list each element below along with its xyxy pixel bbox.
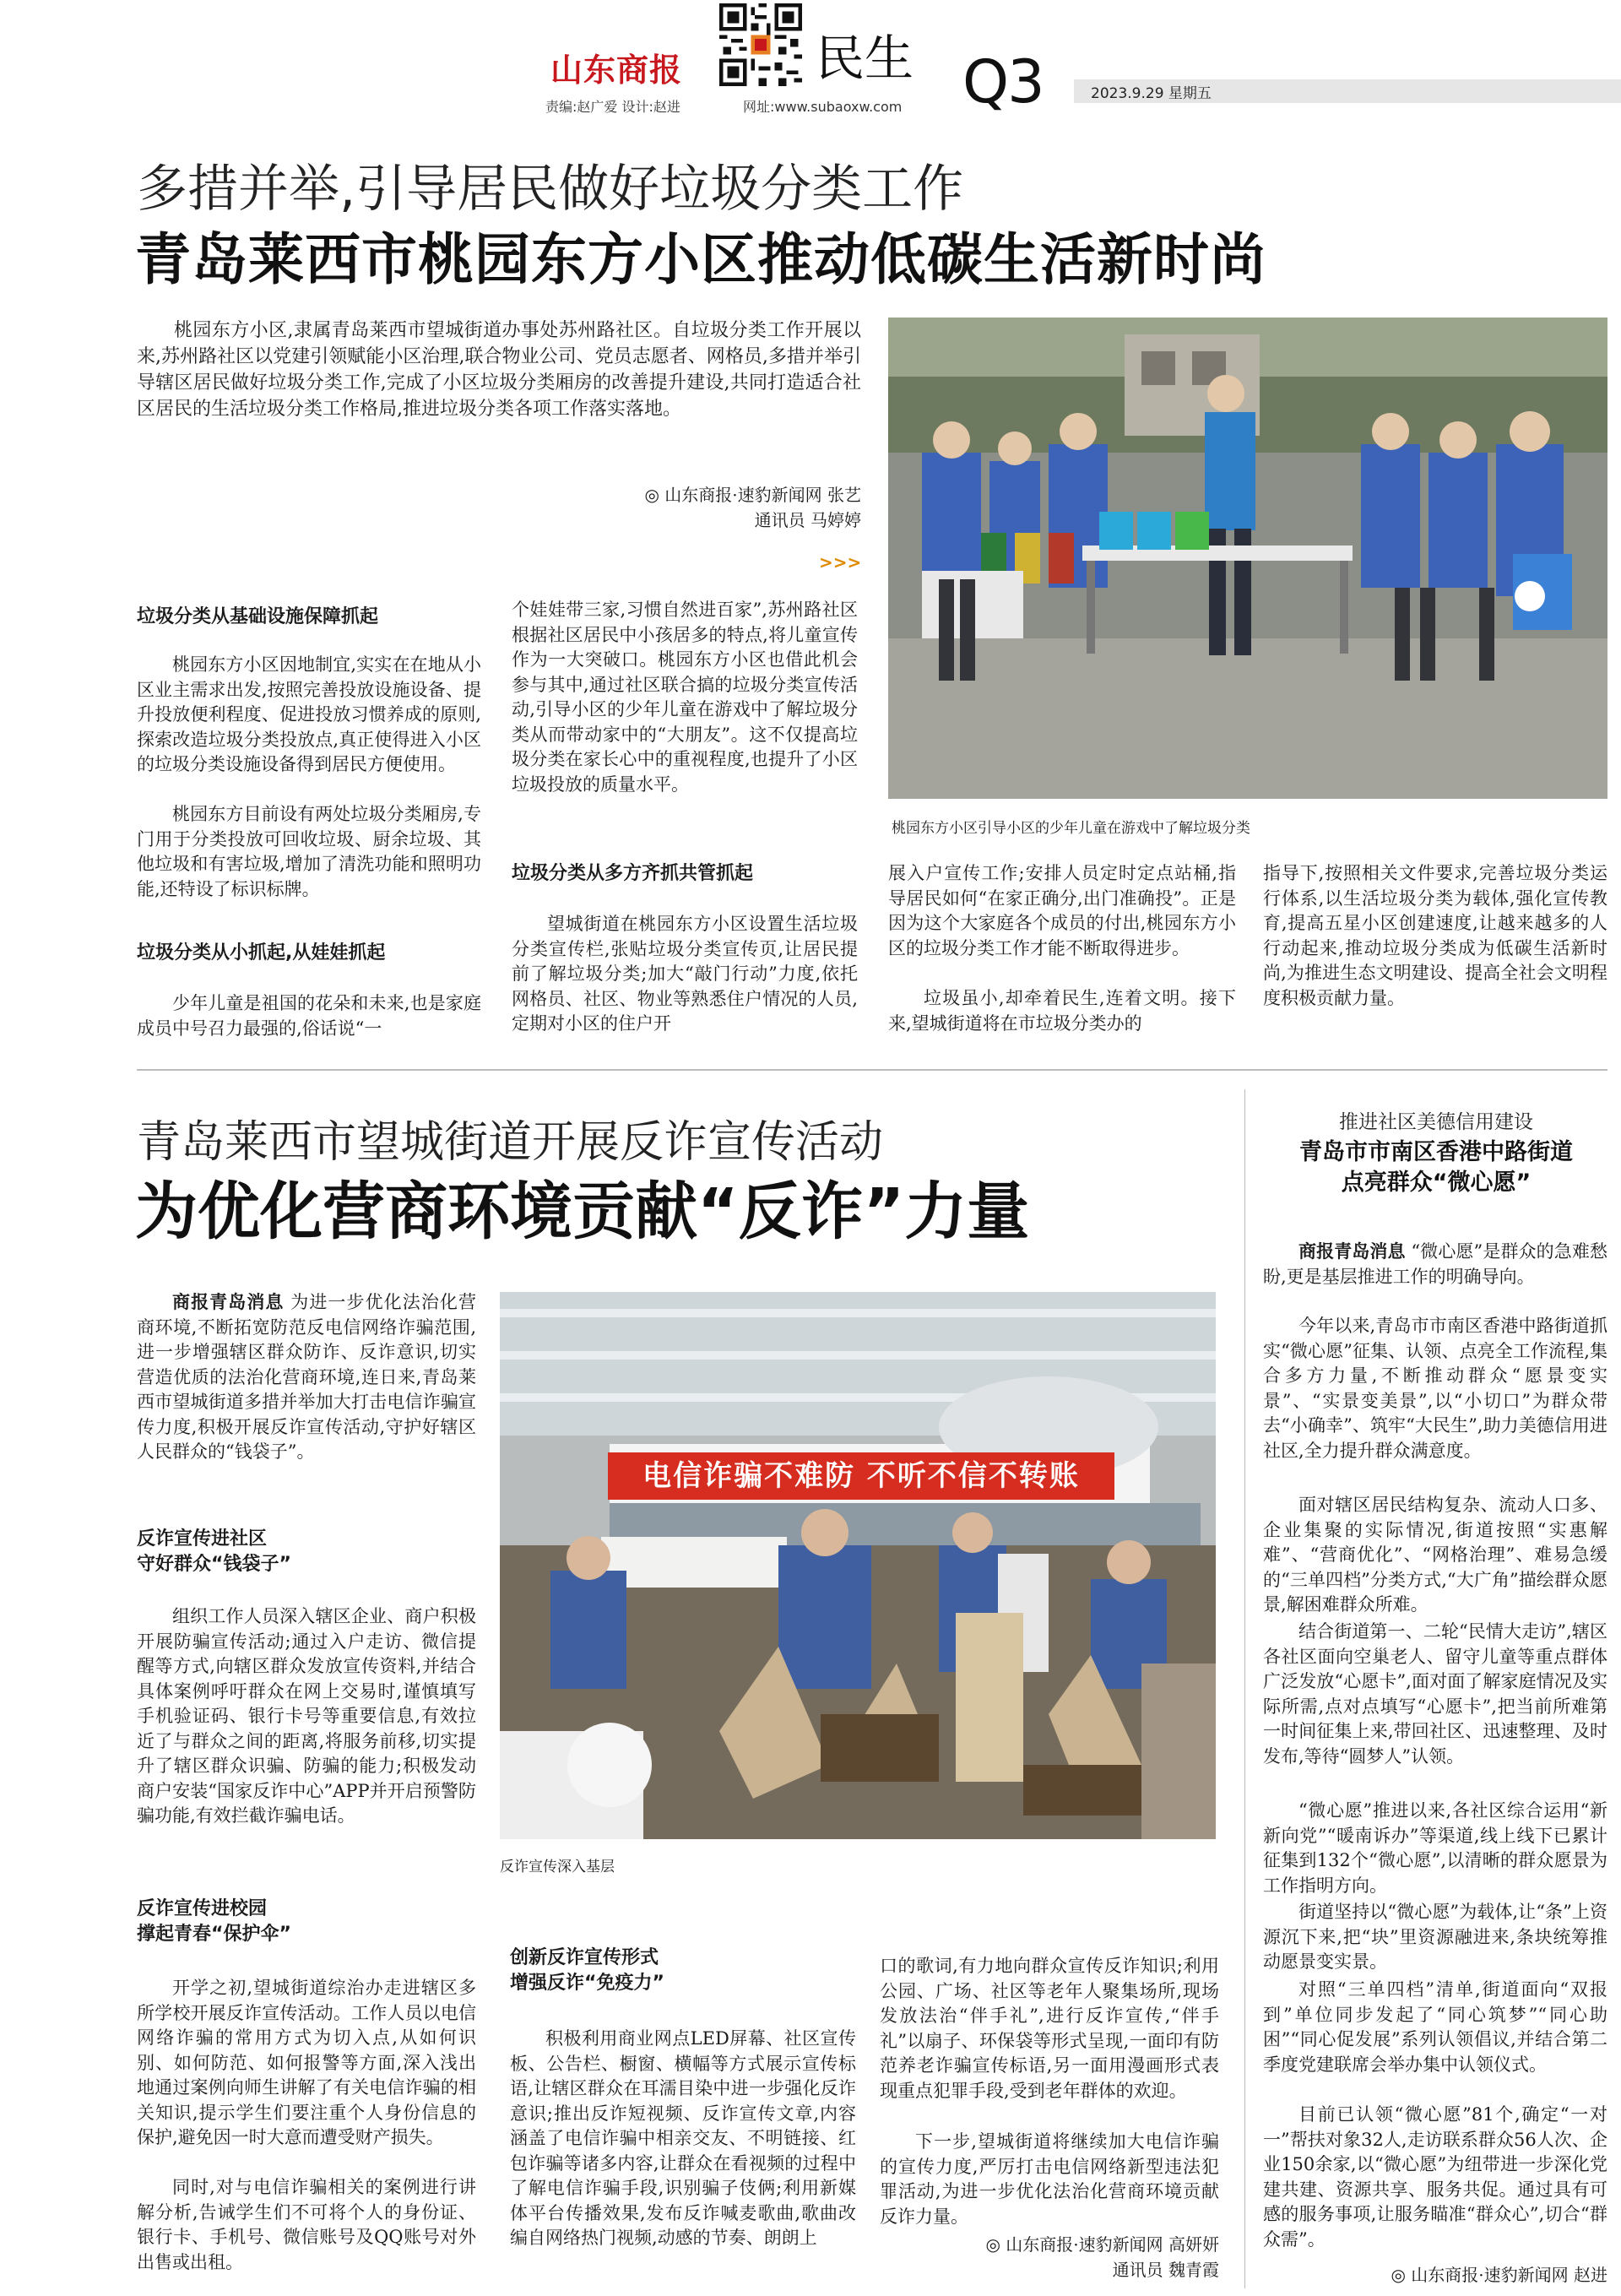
article2-subhead-2b: 撑起青春“保护伞”: [137, 1924, 291, 1945]
article3-para-1-text: “微心愿”是群众的急难愁盼,更是基层推进工作的明确导向。: [1263, 1241, 1607, 1287]
article1-kicker: 多措并举,引导居民做好垃圾分类工作: [137, 160, 964, 219]
article3-para-5: “微心愿”推进以来,各社区综合运用“新新向党”“暖南诉办”等渠道,线上线下已累计征集到132个“微心愿”,以清晰的群众愿景为工作指明方向。: [1263, 1800, 1607, 1896]
article1-para-7: 垃圾虽小,却牵着民生,连着文明。接下来,望城街道将在市垃圾分类办的: [888, 988, 1236, 1034]
issue-date: 2023.9.29 星期五: [1091, 85, 1212, 102]
article1-para-5: 望城街道在桃园东方小区设置生活垃圾分类宣传栏,张贴垃圾分类宣传页,让居民提前了解垃圾分类;加大“敲门行动”力度,依托网格员、社区、物业等熟悉住户情况的人员,定期对小区的住户开: [512, 914, 858, 1034]
article1-headline: 青岛莱西市桃园东方小区推动低碳生活新时尚: [135, 227, 1266, 292]
article1-subhead-3: 垃圾分类从多方齐抓共管抓起: [512, 863, 754, 884]
article2-photo-caption: 反诈宣传深入基层: [500, 1859, 615, 1875]
article2-para-4: 同时,对与电信诈骗相关的案例进行讲解分析,告诫学生们不可将个人的身份证、银行卡、手机号、微信账号及QQ账号对外出售或出租。: [137, 2177, 476, 2272]
article2-lead-label: 商报青岛消息: [172, 1292, 285, 1312]
article1-intro: 桃园东方小区,隶属青岛莱西市望城街道办事处苏州路社区。自垃圾分类工作开展以来,苏州路社区以党建引领赋能小区治理,联合物业公司、党员志愿者、网格员,多措并举引导辖区居民做好垃圾分类工作,完成了小区垃圾分类厢房的改善提升建设,共同打造适合社区居民的生活垃圾分类工作格局,推进垃圾分类各项工作落实落地。: [137, 320, 861, 420]
article1-para-3: 少年儿童是祖国的花朵和未来,也是家庭成员中号召力最强的,俗话说“一: [137, 993, 481, 1039]
article1-para-4: 个娃娃带三家,习惯自然进百家”,苏州路社区根据社区居民中小孩居多的特点,将儿童宣传作为一大突破口。桃园东方小区也借此机会参与其中,通过社区联合搞的垃圾分类宣传活动,引导小区的少年儿童在游戏中了解垃圾分类从而带动家中的“大朋友”。这不仅提高垃圾分类在家长心中的重视程度,也提升了小区垃圾投放的质量水平。: [512, 600, 858, 795]
article2-kicker: 青岛莱西市望城街道开展反诈宣传活动: [137, 1117, 884, 1168]
article2-para-5: 积极利用商业网点LED屏幕、社区宣传板、公告栏、橱窗、横幅等方式展示宣传标语,让辖区群众在耳濡目染中进一步强化反诈意识;推出反诈短视频、反诈宣传文章,内容涵盖了电信诈骗中相亲交友、不明链接、红包诈骗等诸多内容,让群众在看视频的过程中了解电信诈骗手段,识别骗子伎俩;利用新媒体平台传播效果,发布反诈喊麦歌曲,歌曲改编自网络热门视频,动感的节奏、朗朗上: [510, 2028, 856, 2248]
qr-code-icon: [719, 3, 802, 86]
article2-headline: 为优化营商环境贡献“反诈”力量: [135, 1175, 1030, 1248]
article3-para-1: [1263, 1240, 1607, 1289]
article1-para-1: 桃园东方小区因地制宜,实实在在地从小区业主需求出发,按照完善投放设施设备、提升投放便利程度、促进投放习惯养成的原则,探索改造垃圾分类投放点,真正使得进入小区的垃圾分类设施设备得到居民方便使用。: [137, 654, 481, 774]
article3-para-7: 对照“三单四档”清单,街道面向“双报到”单位同步发起了“同心筑梦”“同心助困”“同心促发展”系列认领倡议,并结合第二季度党建联席会举办集中认领仪式。: [1263, 1979, 1607, 2075]
article3-headline-line2: 点亮群众“微心愿”: [1341, 1170, 1532, 1196]
article2-para-1: [137, 1290, 476, 1465]
article1-byline-correspondent: 通讯员 马婷婷: [754, 510, 861, 530]
article3-lead-label: 商报青岛消息: [1298, 1241, 1406, 1262]
article3-para-8: 目前已认领“微心愿”81个,确定“一对一”帮扶对象32人,走访联系群众56人次、企业150余家,以“微心愿”为纽带进一步深化党建共建、资源共享、服务共促。通过具有可感的服务事项,让服务瞄准“群众心”,切合“群众需”。: [1263, 2104, 1607, 2250]
article2-para-7: 下一步,望城街道将继续加大电信诈骗的宣传力度,严厉打击电信网络新型违法犯罪活动,为进一步优化法治化营商环境贡献反诈力量。: [880, 2131, 1219, 2227]
article2-para-2: 组织工作人员深入辖区企业、商户积极开展防骗宣传活动;通过入户走访、微信提醒等方式,向辖区群众发放宣传资料,并结合具体案例呼吁群众在网上交易时,谨慎填写手机验证码、银行卡号等重要信息,有效拉近了与群众之间的距离,将服务前移,切实提升了辖区群众识骗、防骗的能力;积极发动商户安装“国家反诈中心”APP并开启预警防骗功能,有效拦截诈骗电话。: [137, 1606, 476, 1826]
section-divider: [137, 1069, 1607, 1071]
article1-byline-reporter: ◎ 山东商报·速豹新闻网 张艺: [644, 485, 861, 505]
article3-para-6: 街道坚持以“微心愿”为载体,让“条”上资源沉下来,把“块”里资源融进来,条块统筹推动愿景变实景。: [1263, 1902, 1607, 1972]
article1-photo-caption: 桃园东方小区引导小区的少年儿童在游戏中了解垃圾分类: [892, 820, 1250, 837]
article3-kicker: 推进社区美德信用建设: [1339, 1111, 1533, 1133]
section-name: 民生: [816, 30, 914, 87]
article2-subhead-1b: 守好群众“钱袋子”: [137, 1554, 291, 1575]
article3-para-2: 今年以来,青岛市市南区香港中路街道抓实“微心愿”征集、认领、点亮全工作流程,集合多方力量,不断推动群众“愿景变实景”、“实景变美景”,以“小切口”为群众带去“小确幸”、筑牢“大民生”,助力美德信用进社区,全力提升群众满意度。: [1263, 1316, 1607, 1461]
article2-subhead-3a: 创新反诈宣传形式: [510, 1947, 659, 1968]
article2-para-3: 开学之初,望城街道综治办走进辖区多所学校开展反诈宣传活动。工作人员以电信网络诈骗的常用方式为切入点,从如何识别、如何防范、如何报警等方面,深入浅出地通过案例向师生讲解了有关电信诈骗的相关知识,提示学生们要注重个人身份信息的保护,避免因一时大意而遭受财产损失。: [137, 1978, 476, 2147]
article1-subhead-1: 垃圾分类从基础设施保障抓起: [137, 606, 379, 627]
article3-para-4: 结合街道第一、二轮“民情大走访”,辖区各社区面向空巢老人、留守儿童等重点群体广泛发放“心愿卡”,面对面了解家庭情况及实际所需,点对点填写“心愿卡”,把当前所难第一时间征集上来,带回社区、迅速整理、及时发布,等待“圆梦人”认领。: [1263, 1621, 1607, 1767]
article3-headline-line1: 青岛市市南区香港中路街道: [1299, 1139, 1573, 1165]
article2-photo: [500, 1292, 1216, 1839]
paper-name: 山东商报: [550, 52, 683, 89]
article2-subhead-1a: 反诈宣传进社区: [137, 1528, 268, 1550]
article3-para-3: 面对辖区居民结构复杂、流动人口多、企业集聚的实际情况,街道按照“实惠解难”、“营商优化”、“网格治理”、难易急缓的“三单四档”分类方式,“大广角”描绘群众愿景,解困难群众所难。: [1263, 1495, 1607, 1615]
anti-fraud-banner: 电信诈骗不难防 不听不信不转账: [608, 1452, 1114, 1500]
website: 网址:www.subaoxw.com: [743, 99, 903, 115]
continue-arrows: >>>: [819, 552, 862, 573]
article1-para-2: 桃园东方目前设有两处垃圾分类厢房,专门用于分类投放可回收垃圾、厨余垃圾、其他垃圾和有害垃圾,增加了清洗功能和照明功能,还特设了标识标牌。: [137, 804, 481, 899]
article1-subhead-2: 垃圾分类从小抓起,从娃娃抓起: [137, 942, 386, 963]
article3-byline: ◎ 山东商报·速豹新闻网 赵进: [1391, 2265, 1607, 2285]
article2-subhead-3b: 增强反诈“免疫力”: [510, 1973, 664, 1994]
article2-byline-reporter: ◎ 山东商报·速豹新闻网 高妍妍: [985, 2234, 1219, 2255]
article1-photo: [888, 318, 1607, 799]
article2-para-1-text: 为进一步优化法治化营商环境,不断拓宽防范反电信网络诈骗范围,进一步增强辖区群众防诈、反诈意识,切实营造优质的法治化营商环境,连日来,青岛莱西市望城街道多措并举加大打击电信诈骗宣传力度,积极开展反诈宣传活动,守护好辖区人民群众的“钱袋子”。: [137, 1292, 477, 1462]
article2-byline-correspondent: 通讯员 魏青霞: [1112, 2260, 1219, 2280]
page-number: Q3: [962, 47, 1044, 117]
article1-para-8: 指导下,按照相关文件要求,完善垃圾分类运行体系,以生活垃圾分类为载体,强化宣传教育,提高五星小区创建速度,让越来越多的人行动起来,推动垃圾分类成为低碳生活新时尚,为推进生态文明建设、提高全社会文明程度积极贡献力量。: [1263, 863, 1607, 1008]
credits: 责编:赵广爱 设计:赵进: [545, 99, 680, 115]
column-divider: [1244, 1089, 1245, 2288]
article2-para-6: 口的歌词,有力地向群众宣传反诈知识;利用公园、广场、社区等老年人聚集场所,现场发放法治“伴手礼”,进行反诈宣传,“伴手礼”以扇子、环保袋等形式呈现,一面印有防范养老诈骗宣传标语,另一面用漫画形式表现重点犯罪手段,受到老年群体的欢迎。: [880, 1956, 1219, 2101]
article1-para-6: 展入户宣传工作;安排人员定时定点站桶,指导居民如何“在家正确分,出门准确投”。正是因为这个大家庭各个成员的付出,桃园东方小区的垃圾分类工作才能不断取得进步。: [888, 863, 1236, 958]
article2-subhead-2a: 反诈宣传进校园: [137, 1898, 268, 1919]
